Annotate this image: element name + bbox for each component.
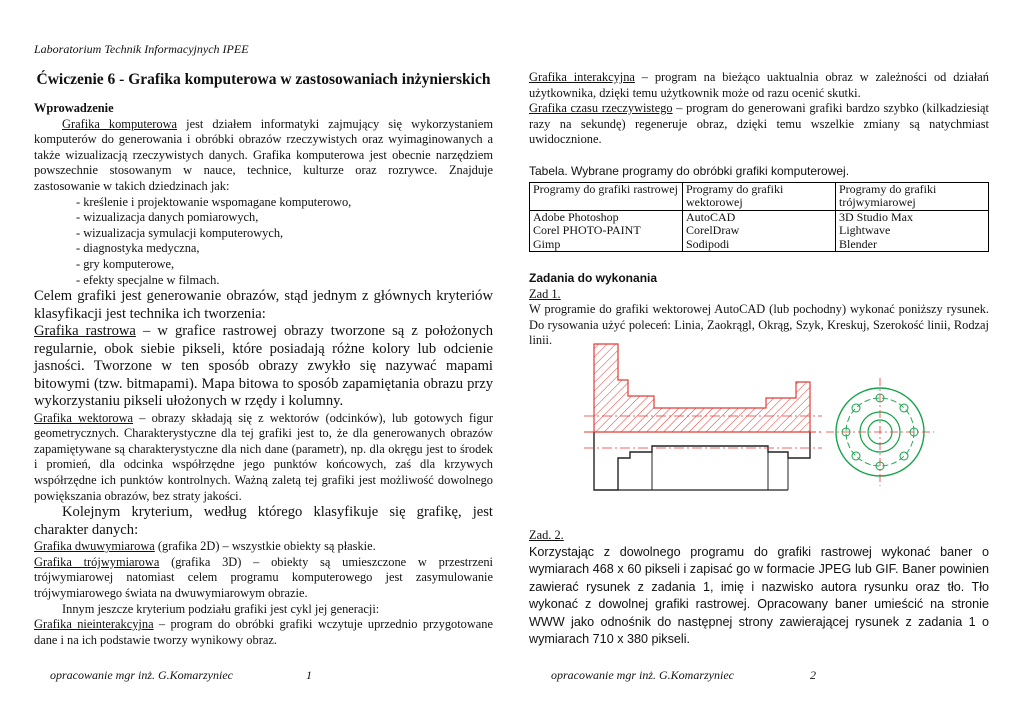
intro-text: jest działem informatyki zajmujący się wykorzystaniem komputerów do generowania i obróbki obrazów rzeczywistych oraz wyimaginowanych a także wizualizacją rzeczywistych danych. Grafika komputerowa jest obecnie narzędziem powszechnie stosowanym w nauce, technice, kulturze oraz rozrywce. Znajduje zastosowanie w takich dziedzinach jak: [34, 116, 493, 193]
table-cell-text: Adobe Photoshop [533, 209, 619, 224]
term-3d: Grafika trójwymiarowa [34, 554, 160, 569]
table-header-cell: Programy do grafiki trójwymiarowej [836, 182, 989, 210]
term-raster: Grafika rastrowa [34, 323, 136, 340]
technical-drawing [560, 340, 980, 520]
flange-front-view [826, 378, 934, 486]
term-2d: Grafika dwuwymiarowa [34, 539, 155, 554]
3d-paragraph [34, 555, 493, 602]
noninteractive-paragraph [34, 617, 493, 648]
vector-paragraph [34, 411, 493, 505]
list-item: - gry komputerowe, [76, 256, 175, 271]
right-column [529, 70, 989, 349]
term-interactive: Grafika interakcyjna [529, 70, 635, 84]
left-column [34, 70, 493, 648]
task2-label: Zad. 2. [529, 528, 564, 542]
table-cell-text: Blender [839, 236, 877, 251]
applications-list [34, 195, 493, 289]
realtime-text: – program do generowani grafiki bardzo szybko (kilkadziesiąt razy na sekundę) regeneruje obraz, dzięki temu wszelkie zmiany są natychmiast uwidocznione. [529, 101, 989, 147]
table-cell [683, 210, 836, 252]
footer-right-author: opracowanie mgr inż. G.Komarzyniec [551, 668, 734, 682]
table-header-cell: Programy do grafiki wektorowej [683, 182, 836, 210]
3d-text: (grafika 3D) – obiekty są umieszczone w przestrzeni trójwymiarowej natomiast celem programu komputerowego jest zasymulowanie trójwymiarowego świata na dwuwymiarowym obrazie. [34, 554, 493, 600]
table-cell-text: CorelDraw [686, 223, 740, 238]
table-cell [530, 210, 683, 252]
raster-text: – w grafice rastrowej obrazy tworzone są z położonych regularnie, obok siebie pikseli, które posiadają różne kolory lub odcienie jasności. Tworzone w ten sposób obrazy zwykło się nazywać mapami bitowymi (tzw. bitmapami). Mapa bitowa to sposób zapamiętania obrazu przy wykorzystaniu pikseli ułożonych w rzędy i kolumny. [34, 323, 494, 410]
intro-paragraph [34, 117, 493, 195]
table-cell-text: Gimp [533, 236, 561, 251]
table-cell-text: 3D Studio Max [839, 209, 914, 224]
term-noninteractive: Grafika nieinterakcyjna [34, 617, 154, 632]
table-caption: Tabela. Wybrane programy do obróbki grafiki komputerowej. [529, 163, 850, 178]
term-vector: Grafika wektorowa [34, 410, 134, 425]
shaft-section-view [584, 344, 822, 490]
cycle-paragraph: Innym jeszcze kryterium podziału grafiki jest cykl jej generacji: [62, 601, 380, 616]
2d-text: (grafika 2D) – wszystkie obiekty są płaskie. [154, 539, 376, 554]
table-cell-text: Sodipodi [686, 236, 730, 251]
2d-paragraph [34, 539, 493, 555]
table-cell-text: Corel PHOTO-PAINT [533, 223, 641, 238]
programs-table [529, 182, 989, 253]
table-cell [836, 210, 989, 252]
realtime-paragraph [529, 101, 989, 148]
task2-block [529, 528, 989, 649]
table-header-cell: Programy do grafiki rastrowej [530, 182, 683, 210]
intro-heading: Wprowadzenie [34, 101, 114, 115]
table-header-row [530, 182, 989, 210]
task2-text: Korzystając z dowolnego programu do grafiki rastrowej wykonać baner o wymiarach 468 x 60 pikseli i zapisać go w formacie JPEG lub GIF. Baner powinien zawierać rysunek z zadania 1, imię i nazwisko autora rysunku oraz tło. Tło wykonać z dowolnej grafiki rastrowej. Opracowany baner umieścić na stronie WWW jako odnośnik do następnej strony zawierającej rysunek z zadania 1 o wymiarach 710 x 380 pikseli. [529, 544, 989, 647]
list-item: - diagnostyka medyczna, [76, 241, 200, 256]
list-item: - wizualizacja symulacji komputerowych, [76, 225, 284, 240]
noninteractive-text: – program do obróbki grafiki wczytuje uprzednio przygotowane dane i na ich podstawie tworzy wynikowy obraz. [34, 617, 494, 647]
footer-right-page: 2 [810, 668, 816, 682]
list-item: - efekty specjalne w filmach. [76, 272, 220, 287]
exercise-title: Ćwiczenie 6 - Grafika komputerowa w zastosowaniach inżynierskich [36, 71, 491, 88]
vector-text: – obrazy składają się z wektorów (odcinków), lub gotowych figur geometrycznych. Charakterystyczne dla tej grafiki jest to, że dla generowanych obrazów zapamiętywane są charakterystyczne dla nich dane (parametr), np. dla okręgu jest to środek i promień, dla odcinka współrzędne jego punktów końcowych, zaś dla krzywych współrzędne ich punktów kontrolnych. Ważną zaletą tej grafiki jest możliwość dowolnego powiększania obrazów, bez straty jakości. [34, 410, 493, 503]
table-cell-text: AutoCAD [686, 209, 736, 224]
task1-text: W programie do grafiki wektorowej AutoCAD (lub pochodny) wykonać poniższy rysunek. Do rysowania użyć poleceń: Linia, Zaokrągl, Okrąg, Szyk, Kreskuj, Szerokość linii, Rodzaj linii. [529, 302, 989, 348]
term-computer-graphics: Grafika komputerowa [62, 116, 178, 131]
interactive-text: – program na bieżąco uaktualnia obraz w zależności od działań użytkownika, dzięki temu użytkownik może od razu ocenić skutki. [529, 70, 989, 100]
page-header: Laboratorium Technik Informacyjnych IPEE [34, 42, 249, 56]
raster-paragraph [34, 323, 493, 411]
tasks-heading: Zadania do wykonania [529, 271, 658, 286]
term-realtime: Grafika czasu rzeczywistego [529, 101, 673, 116]
table-cell-text: Lightwave [839, 223, 891, 238]
task1-label: Zad 1. [529, 286, 561, 301]
criteria-paragraph: Celem grafiki jest generowanie obrazów, stąd jednym z głównych kryteriów klasyfikacji jest technika ich tworzenia: [34, 288, 493, 322]
footer-left-author: opracowanie mgr inż. G.Komarzyniec [50, 668, 233, 682]
list-item: - wizualizacja danych pomiarowych, [76, 210, 259, 225]
list-item: - kreślenie i projektowanie wspomagane komputerowo, [76, 194, 352, 209]
footer-left-page: 1 [306, 668, 312, 682]
table-row [530, 210, 989, 252]
data-criteria-paragraph: Kolejnym kryterium, według którego klasyfikuje się grafikę, jest charakter danych: [34, 504, 493, 538]
interactive-paragraph [529, 70, 989, 101]
